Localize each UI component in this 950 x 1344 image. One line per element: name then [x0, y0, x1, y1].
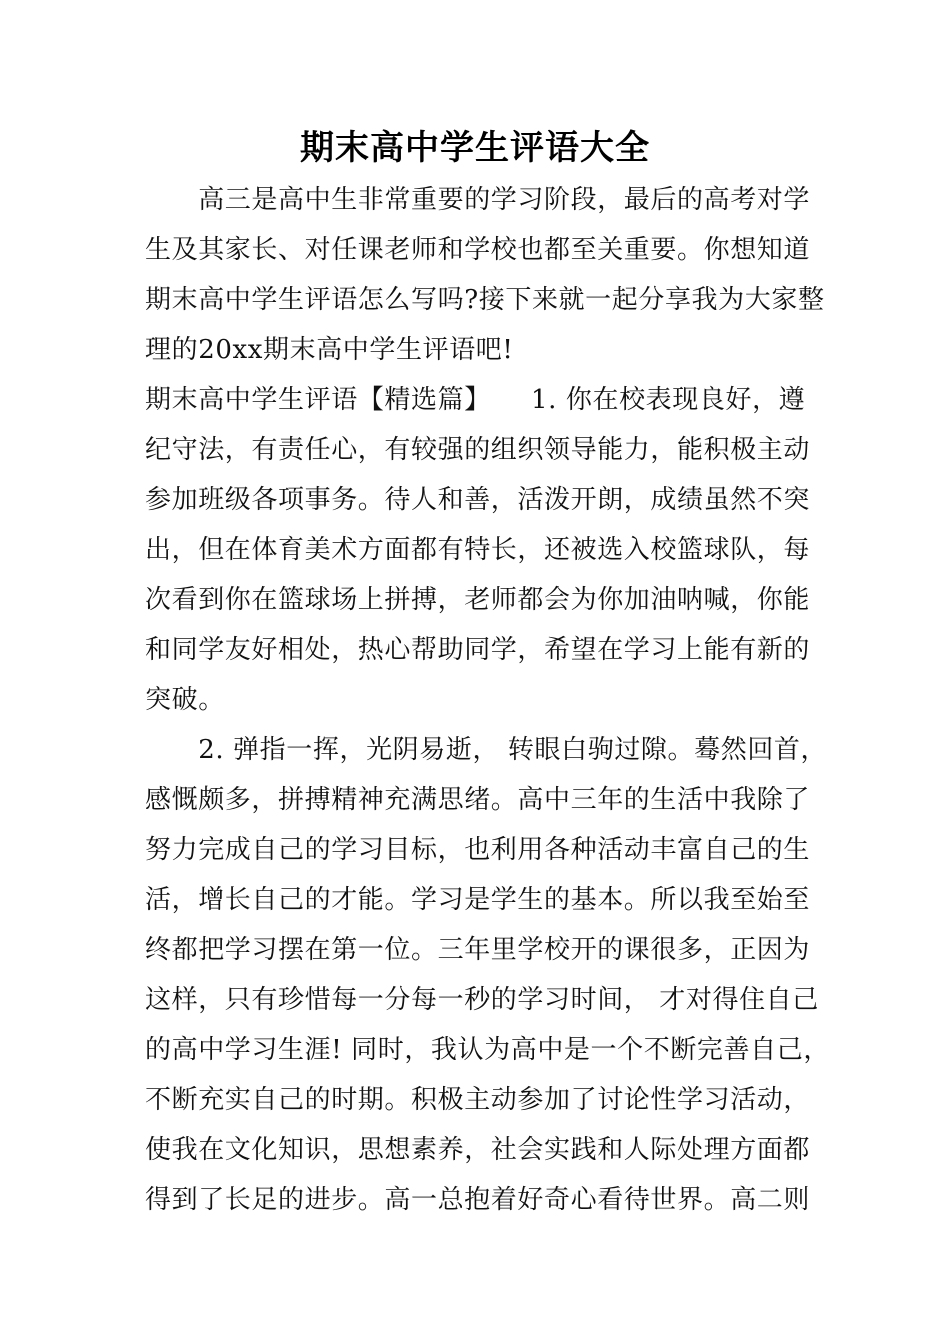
body-line-20: 使我在文化知识，思想素养，社会实践和人际处理方面都 [145, 1135, 811, 1165]
body-line-6: 纪守法，有责任心，有较强的组织领导能力，能积极主动 [145, 435, 811, 465]
section-heading-line: 期末高中学生评语【精选篇】 1. 你在校表现良好，遵 [145, 385, 806, 415]
page-title: 期末高中学生评语大全 [300, 128, 650, 168]
body-line-15: 活，增长自己的才能。学习是学生的基本。所以我至始至 [145, 885, 811, 915]
body-line-2: 生及其家长、对任课老师和学校也都至关重要。你想知道 [145, 235, 811, 265]
body-line-13: 感慨颇多，拼搏精神充满思绪。高中三年的生活中我除了 [145, 785, 811, 815]
body-line-3: 期末高中学生评语怎么写吗?接下来就一起分享我为大家整 [145, 285, 825, 315]
body-line-18: 的高中学习生涯! 同时，我认为高中是一个不断完善自己， [145, 1035, 830, 1065]
body-line-14: 努力完成自己的学习目标，也利用各种活动丰富自己的生 [145, 835, 811, 865]
body-line-10: 和同学友好相处，热心帮助同学，希望在学习上能有新的 [145, 635, 811, 665]
body-line-7: 参加班级各项事务。待人和善，活泼开朗，成绩虽然不突 [145, 485, 811, 515]
body-line-12: 2. 弹指一挥，光阴易逝， 转眼白驹过隙。蓦然回首， [145, 735, 828, 765]
body-line-9: 次看到你在篮球场上拼搏，老师都会为你加油呐喊，你能 [145, 585, 811, 615]
body-line-16: 终都把学习摆在第一位。三年里学校开的课很多，正因为 [145, 935, 811, 965]
body-line-1: 高三是高中生非常重要的学习阶段，最后的高考对学 [145, 185, 811, 215]
body-line-4: 理的20xx期末高中学生评语吧! [145, 335, 514, 365]
body-line-19: 不断充实自己的时期。积极主动参加了讨论性学习活动， [145, 1085, 811, 1115]
body-line-8: 出，但在体育美术方面都有特长，还被选入校篮球队，每 [145, 535, 811, 565]
body-line-17: 这样，只有珍惜每一分每一秒的学习时间， 才对得住自己 [145, 985, 819, 1015]
body-line-21: 得到了长足的进步。高一总抱着好奇心看待世界。高二则 [145, 1185, 811, 1215]
body-line-11: 突破。 [145, 685, 225, 715]
